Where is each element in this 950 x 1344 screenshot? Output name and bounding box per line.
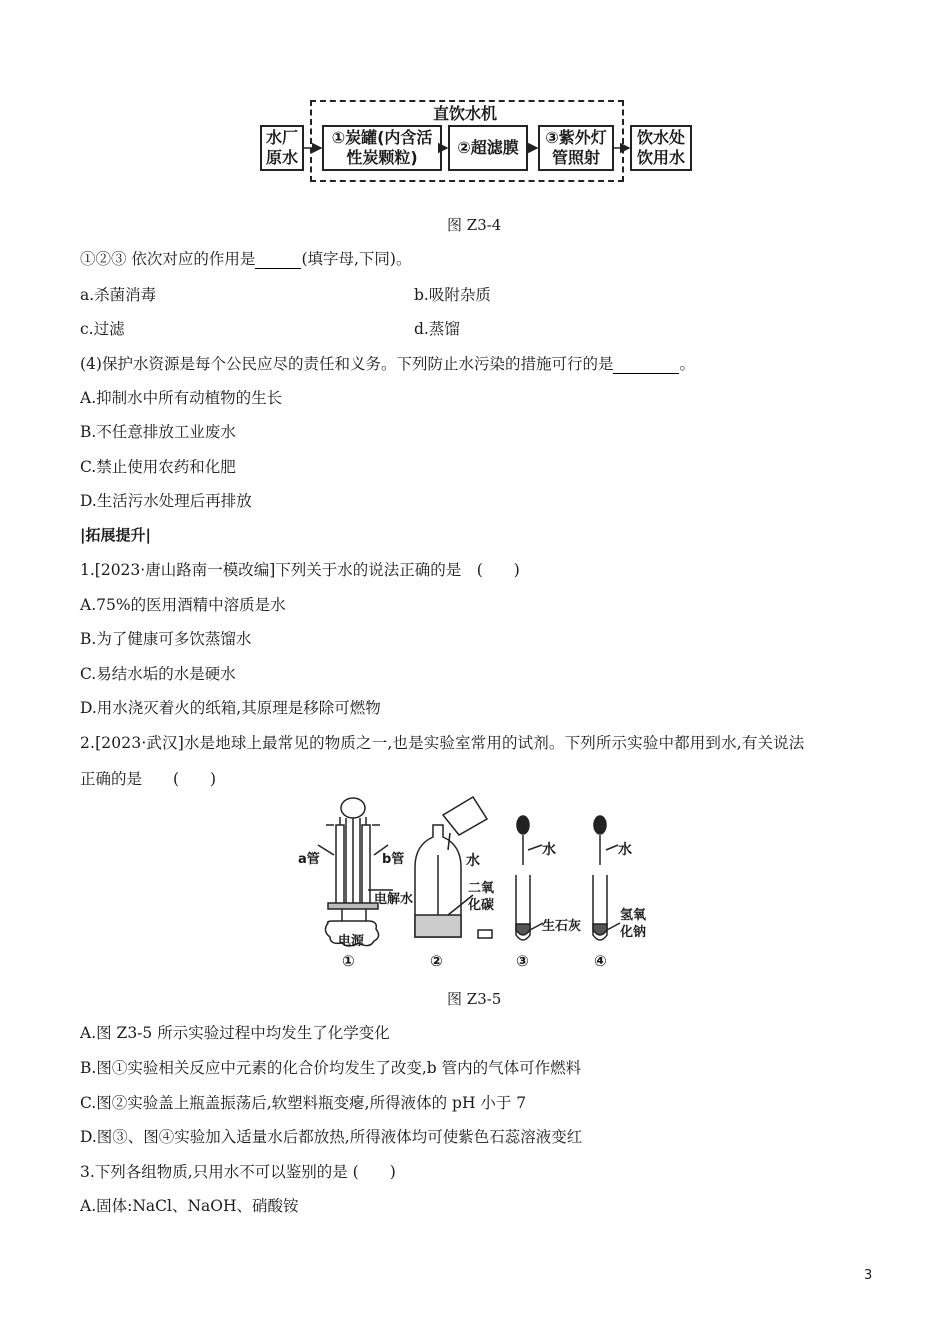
- q3-stem: ①②③ 依次对应的作用是 (填字母,下同)。: [80, 250, 412, 268]
- p2-option-b: B.图①实验相关反应中元素的化合价均发生了改变,b 管内的气体可作燃料: [80, 1059, 582, 1077]
- label-water-2: 水: [542, 842, 556, 858]
- tube-a: [336, 825, 344, 905]
- label-water-3: 水: [618, 842, 632, 858]
- p3-stem: 3.下列各组物质,只用水不可以鉴别的是 ( ): [80, 1163, 396, 1181]
- p1-option-b: B.为了健康可多饮蒸馏水: [80, 630, 252, 648]
- p3-option-a: A.固体:NaCl、NaOH、硝酸铵: [80, 1197, 299, 1215]
- section-heading: |拓展提升|: [80, 526, 151, 544]
- label-a-tube: a管: [298, 852, 320, 867]
- label-power: 电源: [338, 934, 365, 949]
- answer-blank[interactable]: [613, 357, 679, 374]
- label-exp-3: ③: [516, 952, 529, 970]
- label-b-tube: b管: [382, 852, 405, 867]
- label-co2: 二氧 化碳: [468, 881, 495, 913]
- p2-option-a: A.图 Z3-5 所示实验过程中均发生了化学变化: [80, 1024, 390, 1042]
- p2-option-d: D.图③、图④实验加入适量水后都放热,所得液体均可使紫色石蕊溶液变红: [80, 1128, 583, 1146]
- p1-option-a: A.75%的医用酒精中溶质是水: [80, 596, 286, 614]
- label-quicklime: 生石灰: [542, 919, 582, 934]
- page-number: 3: [864, 1268, 873, 1283]
- p2-option-c: C.图②实验盖上瓶盖振荡后,软塑料瓶变瘪,所得液体的 pH 小于 7: [80, 1094, 527, 1112]
- dropper-bulb-4: [594, 816, 606, 834]
- figure-caption-z3-5: 图 Z3-5: [447, 990, 502, 1008]
- dropper-bulb-3: [517, 816, 529, 834]
- machine-label: 直饮水机: [432, 104, 497, 123]
- q3-option-c: c.过滤: [80, 320, 125, 338]
- label-exp-1: ①: [342, 952, 355, 970]
- answer-blank[interactable]: [255, 252, 301, 269]
- box-uv-lamp: ③紫外灯 管照射: [538, 125, 614, 171]
- q4-option-c: C.禁止使用农药和化肥: [80, 458, 236, 476]
- q4-stem: (4)保护水资源是每个公民应尽的责任和义务。下列防止水污染的措施可行的是 。: [80, 355, 695, 373]
- q3-option-a: a.杀菌消毒: [80, 286, 157, 304]
- p1-option-c: C.易结水垢的水是硬水: [80, 665, 236, 683]
- box-source: 水厂 原水: [260, 125, 304, 171]
- box-ultrafiltration: ②超滤膜: [448, 125, 528, 171]
- q4-option-b: B.不任意排放工业废水: [80, 423, 236, 441]
- bottle-cap: [478, 930, 492, 938]
- beaker-pouring: [443, 797, 487, 835]
- figure-caption-z3-4: 图 Z3-4: [447, 216, 502, 234]
- p1-option-d: D.用水浇灭着火的纸箱,其原理是移除可燃物: [80, 699, 381, 717]
- tube-b: [362, 825, 370, 905]
- flow-diagram: [255, 95, 695, 185]
- experiment-figure: [298, 795, 668, 975]
- label-exp-4: ④: [594, 952, 607, 970]
- q3-option-b: b.吸附杂质: [414, 286, 491, 304]
- reservoir-bulb: [341, 798, 365, 818]
- box-output: 饮水处 饮用水: [630, 125, 692, 171]
- p2-stem-line1: 2.[2023·武汉]水是地球上最常见的物质之一,也是实验室常用的试剂。下列所示实验中都用到水,有关说法: [80, 734, 805, 752]
- q4-option-d: D.生活污水处理后再排放: [80, 492, 252, 510]
- label-naoh: 氢氧 化钠: [620, 908, 647, 940]
- label-electrolysis: 电解水: [374, 892, 414, 907]
- label-exp-2: ②: [430, 952, 443, 970]
- q4-option-a: A.抑制水中所有动植物的生长: [80, 389, 283, 407]
- p2-stem-line2: 正确的是 ( ): [80, 770, 217, 788]
- q3-option-d: d.蒸馏: [414, 320, 460, 338]
- label-water-1: 水: [466, 853, 480, 869]
- p1-stem: 1.[2023·唐山路南一模改编]下列关于水的说法正确的是 ( ): [80, 561, 520, 579]
- box-carbon-tank: ①炭罐(内含活 性炭颗粒): [322, 125, 442, 171]
